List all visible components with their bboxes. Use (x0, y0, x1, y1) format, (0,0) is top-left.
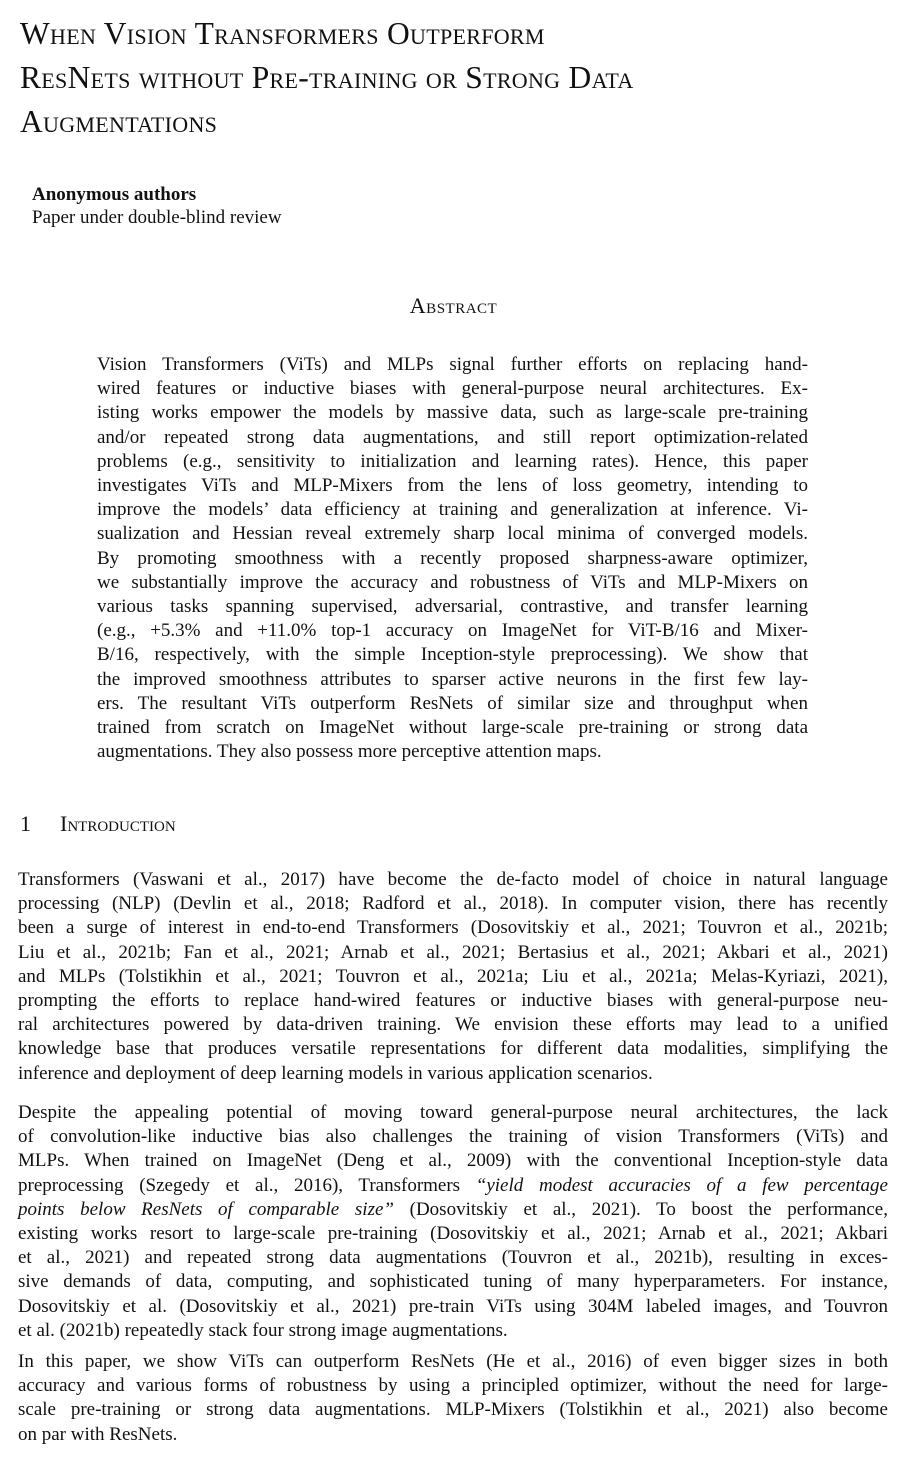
title-line: ResNets without Pre-training or Strong Data (20, 60, 634, 95)
text-segment: prompting the efforts to replace hand-wired features or inductive biases with general-purpose neu- (18, 990, 888, 1012)
abstract-line: B/16, respectively, with the simple Inception-style preprocessing). We show that (97, 644, 808, 666)
paragraph-line (18, 1037, 888, 1061)
text-segment: preprocessing (Szegedy et al., 2016), Transformers (18, 1174, 476, 1196)
italic-quote-text: points below ResNets of comparable size” (18, 1198, 394, 1220)
text-segment: knowledge base that produces versatile representations for different data modalities, simplifying the (18, 1038, 888, 1060)
paragraph-line (18, 1198, 888, 1222)
review-note: Paper under double-blind review (32, 207, 282, 228)
abstract-body (97, 353, 808, 764)
paragraph-line (18, 1374, 888, 1398)
abstract-line: we substantially improve the accuracy and robustness of ViTs and MLP-Mixers on (97, 571, 808, 593)
text-segment: Transformers (Vaswani et al., 2017) have become the de-facto model of choice in natural language (18, 869, 888, 890)
intro-paragraph-3 (18, 1350, 888, 1447)
paragraph-line (18, 1246, 888, 1270)
abstract-line: investigates ViTs and MLP-Mixers from the lens of loss geometry, intending to (97, 475, 808, 497)
paper-title (20, 12, 900, 144)
paragraph-line (18, 1398, 888, 1422)
text-segment: been a surge of interest in end-to-end Transformers (Dosovitskiy et al., 2021; Touvron et al., 2021b; (18, 917, 888, 939)
paragraph-line (18, 1222, 888, 1246)
intro-paragraph-2 (18, 1101, 888, 1343)
title-line: When Vision Transformers Outperform (20, 16, 545, 51)
paragraph-line (18, 1319, 888, 1343)
paragraph-line (18, 1270, 888, 1294)
paragraph-line (18, 1295, 888, 1319)
text-segment: sive demands of data, computing, and sophisticated tuning of many hyperparameters. For instance, (18, 1271, 888, 1293)
text-segment: In this paper, we show ViTs can outperform ResNets (He et al., 2016) of even bigger sizes in both (18, 1351, 888, 1372)
paragraph-line (18, 1423, 888, 1447)
text-segment: Despite the appealing potential of moving toward general-purpose neural architectures, the lack (18, 1102, 888, 1123)
text-segment: and MLPs (Tolstikhin et al., 2021; Touvron et al., 2021a; Liu et al., 2021a; Melas-Kyriazi, 2021), (18, 965, 888, 987)
paragraph-line (18, 1350, 888, 1374)
paragraph-line (18, 941, 888, 965)
abstract-heading: Abstract (409, 293, 498, 318)
section-heading-introduction (20, 811, 176, 837)
text-segment: Dosovitskiy et al. (Dosovitskiy et al., 2021) pre-train ViTs using 304M labeled images, and Touvron (18, 1295, 888, 1317)
paragraph-line (18, 1174, 888, 1198)
text-segment: inference and deployment of deep learning models in various application scenarios. (18, 1062, 653, 1084)
text-segment: existing works resort to large-scale pre-training (Dosovitskiy et al., 2021; Arnab et al., 2021; Akbari (18, 1223, 888, 1245)
paragraph-line (18, 1149, 888, 1173)
abstract-line: ers. The resultant ViTs outperform ResNets of similar size and throughput when (97, 692, 808, 714)
intro-paragraph-1 (18, 868, 888, 1086)
abstract-line: By promoting smoothness with a recently proposed sharpness-aware optimizer, (97, 547, 808, 569)
section-title: Introduction (60, 811, 176, 836)
text-segment: Liu et al., 2021b; Fan et al., 2021; Arnab et al., 2021; Bertasius et al., 2021; Akbari et al., 2021) (18, 941, 888, 963)
abstract-line: various tasks spanning supervised, adversarial, contrastive, and transfer learning (97, 596, 808, 618)
abstract-line: improve the models’ data efficiency at training and generalization at inference. Vi- (97, 499, 808, 521)
section-number: 1 (20, 811, 31, 836)
text-segment: processing (NLP) (Devlin et al., 2018; Radford et al., 2018). In computer vision, there has recently (18, 893, 888, 915)
text-segment: et al., 2021) and repeated strong data augmentations (Touvron et al., 2021b), resulting in exces- (18, 1247, 888, 1269)
text-segment: on par with ResNets. (18, 1423, 178, 1445)
abstract-line: isting works empower the models by massive data, such as large-scale pre-training (97, 402, 808, 424)
abstract-line: (e.g., +5.3% and +11.0% top-1 accuracy on ImageNet for ViT-B/16 and Mixer- (97, 620, 808, 642)
paragraph-line (18, 916, 888, 940)
abstract-line: sualization and Hessian reveal extremely sharp local minima of converged models. (97, 523, 808, 545)
text-segment: of convolution-like inductive bias also challenges the training of vision Transformers (ViTs) and (18, 1126, 888, 1148)
paragraph-line (18, 965, 888, 989)
abstract-line: trained from scratch on ImageNet without large-scale pre-training or strong data (97, 717, 808, 739)
paragraph-line (18, 1125, 888, 1149)
abstract-line: and/or repeated strong data augmentations, and still report optimization-related (97, 426, 808, 448)
text-segment: ral architectures powered by data-driven training. We envision these efforts may lead to a unified (18, 1014, 888, 1036)
abstract-line: problems (e.g., sensitivity to initialization and learning rates). Hence, this paper (97, 450, 808, 472)
paragraph-line (18, 868, 888, 892)
paragraph-line (18, 989, 888, 1013)
paragraph-line (18, 1062, 888, 1086)
abstract-line: Vision Transformers (ViTs) and MLPs signal further efforts on replacing hand- (97, 354, 808, 375)
paragraph-line (18, 892, 888, 916)
text-segment: accuracy and various forms of robustness by using a principled optimizer, without the need for large- (18, 1375, 888, 1397)
paragraph-line (18, 1013, 888, 1037)
title-line: Augmentations (20, 104, 218, 139)
authors-block (32, 183, 282, 229)
text-segment: MLPs. When trained on ImageNet (Deng et al., 2009) with the conventional Inception-style data (18, 1150, 888, 1172)
abstract-line: the improved smoothness attributes to sparser active neurons in the first few lay- (97, 668, 808, 690)
text-segment: (Dosovitskiy et al., 2021). To boost the performance, (393, 1198, 888, 1220)
text-segment: scale pre-training or strong data augmentations. MLP-Mixers (Tolstikhin et al., 2021) also become (18, 1399, 888, 1421)
abstract-line: wired features or inductive biases with general-purpose neural architectures. Ex- (97, 378, 808, 400)
italic-quote-text: “yield modest accuracies of a few percentage (475, 1174, 888, 1196)
abstract-line: augmentations. They also possess more perceptive attention maps. (97, 741, 602, 763)
text-segment: et al. (2021b) repeatedly stack four strong image augmentations. (18, 1319, 508, 1341)
author-name: Anonymous authors (32, 184, 197, 205)
paragraph-line (18, 1101, 888, 1125)
